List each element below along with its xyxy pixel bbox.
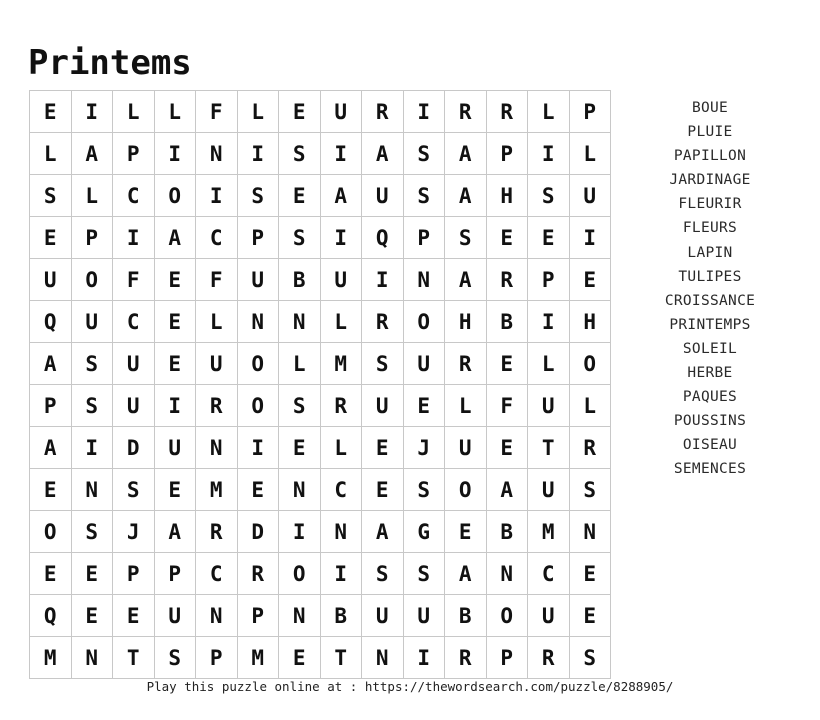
grid-cell[interactable]: O <box>237 343 279 385</box>
grid-cell[interactable]: E <box>569 259 611 301</box>
grid-cell[interactable]: E <box>154 343 196 385</box>
word-list-item[interactable]: FLEURS <box>682 220 738 237</box>
grid-cell[interactable]: I <box>320 133 362 175</box>
grid-cell[interactable]: N <box>279 595 321 637</box>
grid-cell[interactable]: I <box>362 259 404 301</box>
grid-cell[interactable]: P <box>113 553 155 595</box>
grid-cell[interactable]: J <box>113 511 155 553</box>
word-search-grid[interactable] <box>29 90 611 679</box>
grid-cell[interactable]: E <box>445 511 487 553</box>
word-list-item[interactable]: PRINTEMPS <box>669 316 751 333</box>
grid-cell[interactable]: U <box>403 595 445 637</box>
grid-cell[interactable]: Q <box>30 595 72 637</box>
grid-cell[interactable]: C <box>196 217 238 259</box>
grid-cell[interactable]: H <box>445 301 487 343</box>
grid-cell[interactable]: P <box>71 217 113 259</box>
grid-cell[interactable]: S <box>362 553 404 595</box>
grid-cell[interactable]: R <box>445 91 487 133</box>
letter-grid-body <box>30 91 611 679</box>
grid-cell[interactable]: N <box>196 595 238 637</box>
grid-cell[interactable]: L <box>569 385 611 427</box>
grid-cell[interactable]: S <box>30 175 72 217</box>
grid-row <box>30 343 611 385</box>
grid-cell[interactable]: U <box>30 259 72 301</box>
grid-cell[interactable]: P <box>486 133 528 175</box>
grid-cell[interactable]: A <box>154 511 196 553</box>
grid-cell[interactable]: M <box>237 637 279 679</box>
grid-cell[interactable]: A <box>362 511 404 553</box>
grid-cell[interactable]: A <box>154 217 196 259</box>
grid-cell[interactable]: L <box>528 91 570 133</box>
grid-cell[interactable]: P <box>237 595 279 637</box>
grid-cell[interactable]: M <box>528 511 570 553</box>
grid-cell[interactable]: U <box>362 385 404 427</box>
grid-cell[interactable]: A <box>445 259 487 301</box>
grid-cell[interactable]: I <box>113 217 155 259</box>
grid-cell[interactable]: E <box>30 469 72 511</box>
grid-cell[interactable]: N <box>196 427 238 469</box>
grid-row <box>30 175 611 217</box>
word-list-item[interactable]: PAPILLON <box>673 148 747 165</box>
grid-cell[interactable]: A <box>71 133 113 175</box>
grid-cell[interactable]: L <box>528 343 570 385</box>
grid-cell[interactable]: I <box>528 133 570 175</box>
grid-cell[interactable]: U <box>445 427 487 469</box>
grid-cell[interactable]: O <box>403 301 445 343</box>
grid-cell[interactable]: F <box>113 259 155 301</box>
grid-cell[interactable]: I <box>320 553 362 595</box>
word-list-item[interactable]: OISEAU <box>682 437 738 454</box>
grid-cell[interactable]: I <box>237 427 279 469</box>
grid-cell[interactable]: B <box>279 259 321 301</box>
grid-cell[interactable]: E <box>71 595 113 637</box>
grid-cell[interactable]: T <box>320 637 362 679</box>
grid-cell[interactable]: N <box>279 301 321 343</box>
grid-row <box>30 637 611 679</box>
grid-cell[interactable]: A <box>486 469 528 511</box>
word-list <box>630 96 790 482</box>
grid-cell[interactable]: R <box>320 385 362 427</box>
grid-cell[interactable]: E <box>279 175 321 217</box>
grid-cell[interactable]: B <box>486 301 528 343</box>
grid-cell[interactable]: U <box>154 427 196 469</box>
grid-cell[interactable]: S <box>279 133 321 175</box>
grid-cell[interactable]: I <box>237 133 279 175</box>
grid-cell[interactable]: L <box>279 343 321 385</box>
grid-cell[interactable]: E <box>154 301 196 343</box>
grid-row <box>30 385 611 427</box>
letter-grid[interactable] <box>29 90 611 679</box>
grid-cell[interactable]: N <box>486 553 528 595</box>
grid-cell[interactable]: L <box>569 133 611 175</box>
page-title: Printems <box>28 42 192 83</box>
grid-cell[interactable]: N <box>196 133 238 175</box>
grid-cell[interactable]: E <box>486 427 528 469</box>
grid-cell[interactable]: S <box>445 217 487 259</box>
grid-cell[interactable]: E <box>154 469 196 511</box>
grid-cell[interactable]: P <box>403 217 445 259</box>
grid-cell[interactable]: N <box>403 259 445 301</box>
word-list-item[interactable]: PAQUES <box>682 389 738 406</box>
footer-note: Play this puzzle online at : https://thewordsearch.com/puzzle/8288905/ <box>146 679 674 694</box>
grid-cell[interactable]: S <box>403 469 445 511</box>
grid-cell[interactable]: J <box>403 427 445 469</box>
word-list-item[interactable]: JARDINAGE <box>669 172 751 189</box>
grid-cell[interactable]: E <box>30 217 72 259</box>
grid-cell[interactable]: F <box>196 91 238 133</box>
grid-cell[interactable]: E <box>71 553 113 595</box>
grid-cell[interactable]: R <box>569 427 611 469</box>
grid-cell[interactable]: S <box>569 637 611 679</box>
grid-cell[interactable]: E <box>403 385 445 427</box>
grid-cell[interactable]: I <box>403 91 445 133</box>
grid-cell[interactable]: C <box>196 553 238 595</box>
grid-cell[interactable]: E <box>237 469 279 511</box>
grid-cell[interactable]: D <box>237 511 279 553</box>
grid-cell[interactable]: L <box>237 91 279 133</box>
grid-cell[interactable]: A <box>445 133 487 175</box>
grid-cell[interactable]: N <box>71 637 113 679</box>
grid-cell[interactable]: N <box>569 511 611 553</box>
grid-cell[interactable]: U <box>569 175 611 217</box>
grid-cell[interactable]: S <box>279 217 321 259</box>
grid-cell[interactable]: N <box>71 469 113 511</box>
grid-row <box>30 133 611 175</box>
grid-cell[interactable]: L <box>320 301 362 343</box>
grid-cell[interactable]: E <box>30 553 72 595</box>
grid-cell[interactable]: I <box>154 133 196 175</box>
grid-cell[interactable]: B <box>320 595 362 637</box>
grid-cell[interactable]: P <box>486 637 528 679</box>
grid-cell[interactable]: E <box>279 427 321 469</box>
grid-cell[interactable]: R <box>362 301 404 343</box>
word-list-item[interactable]: PLUIE <box>687 124 733 141</box>
grid-cell[interactable]: C <box>320 469 362 511</box>
grid-cell[interactable]: S <box>362 343 404 385</box>
grid-cell[interactable]: S <box>113 469 155 511</box>
grid-cell[interactable]: H <box>486 175 528 217</box>
grid-row <box>30 511 611 553</box>
grid-cell[interactable]: R <box>445 637 487 679</box>
grid-cell[interactable]: S <box>569 469 611 511</box>
word-list-item[interactable]: BOUE <box>691 100 729 116</box>
grid-cell[interactable]: S <box>237 175 279 217</box>
grid-cell[interactable]: I <box>279 511 321 553</box>
grid-cell[interactable]: U <box>362 175 404 217</box>
grid-cell[interactable]: P <box>113 133 155 175</box>
grid-cell[interactable]: U <box>237 259 279 301</box>
grid-cell[interactable]: O <box>30 511 72 553</box>
grid-cell[interactable]: O <box>154 175 196 217</box>
grid-row <box>30 259 611 301</box>
grid-cell[interactable]: R <box>445 343 487 385</box>
grid-cell[interactable]: P <box>154 553 196 595</box>
grid-cell[interactable]: U <box>528 469 570 511</box>
grid-cell[interactable]: O <box>279 553 321 595</box>
grid-cell[interactable]: S <box>154 637 196 679</box>
grid-cell[interactable]: A <box>362 133 404 175</box>
grid-cell[interactable]: U <box>403 343 445 385</box>
grid-row <box>30 217 611 259</box>
word-list-item[interactable]: FLEURIR <box>678 196 742 213</box>
grid-cell[interactable]: R <box>486 259 528 301</box>
grid-cell[interactable]: L <box>196 301 238 343</box>
grid-row <box>30 553 611 595</box>
grid-cell[interactable]: L <box>30 133 72 175</box>
grid-cell[interactable]: O <box>445 469 487 511</box>
grid-cell[interactable]: N <box>237 301 279 343</box>
grid-cell[interactable]: U <box>528 385 570 427</box>
word-list-item[interactable]: LAPIN <box>687 244 733 261</box>
grid-row <box>30 301 611 343</box>
grid-cell[interactable]: M <box>320 343 362 385</box>
grid-cell[interactable]: M <box>30 637 72 679</box>
grid-cell[interactable]: L <box>320 427 362 469</box>
grid-cell[interactable]: E <box>486 343 528 385</box>
grid-cell[interactable]: U <box>154 595 196 637</box>
grid-cell[interactable]: Q <box>30 301 72 343</box>
grid-cell[interactable]: D <box>113 427 155 469</box>
grid-cell[interactable]: E <box>279 91 321 133</box>
grid-cell[interactable]: I <box>196 175 238 217</box>
grid-cell[interactable]: I <box>569 217 611 259</box>
word-list-item[interactable]: SOLEIL <box>682 340 738 357</box>
grid-cell[interactable]: P <box>237 217 279 259</box>
grid-cell[interactable]: E <box>528 217 570 259</box>
grid-cell[interactable]: A <box>445 175 487 217</box>
word-list-item[interactable]: HERBE <box>687 365 733 382</box>
grid-cell[interactable]: E <box>279 637 321 679</box>
grid-cell[interactable]: O <box>486 595 528 637</box>
grid-cell[interactable]: S <box>71 385 113 427</box>
grid-cell[interactable]: S <box>403 175 445 217</box>
grid-cell[interactable]: L <box>445 385 487 427</box>
grid-cell[interactable]: E <box>569 595 611 637</box>
grid-cell[interactable]: I <box>320 217 362 259</box>
grid-cell[interactable]: M <box>196 469 238 511</box>
grid-cell[interactable]: U <box>320 259 362 301</box>
grid-cell[interactable]: Q <box>362 217 404 259</box>
grid-cell[interactable]: R <box>237 553 279 595</box>
grid-cell[interactable]: O <box>237 385 279 427</box>
grid-cell[interactable]: U <box>528 595 570 637</box>
grid-cell[interactable]: R <box>196 385 238 427</box>
grid-cell[interactable]: T <box>528 427 570 469</box>
grid-cell[interactable]: L <box>154 91 196 133</box>
grid-cell[interactable]: S <box>528 175 570 217</box>
grid-cell[interactable]: B <box>445 595 487 637</box>
grid-cell[interactable]: U <box>113 343 155 385</box>
grid-cell[interactable]: E <box>30 91 72 133</box>
word-list-item[interactable]: SEMENCES <box>673 461 747 478</box>
grid-cell[interactable]: C <box>113 175 155 217</box>
grid-cell[interactable]: E <box>362 427 404 469</box>
grid-cell[interactable]: I <box>528 301 570 343</box>
grid-cell[interactable]: P <box>528 259 570 301</box>
grid-cell[interactable]: U <box>362 595 404 637</box>
grid-cell[interactable]: E <box>113 595 155 637</box>
grid-cell[interactable]: F <box>486 385 528 427</box>
grid-cell[interactable]: O <box>71 259 113 301</box>
grid-cell[interactable]: P <box>569 91 611 133</box>
grid-cell[interactable]: I <box>403 637 445 679</box>
grid-cell[interactable]: A <box>320 175 362 217</box>
grid-cell[interactable]: I <box>71 427 113 469</box>
grid-cell[interactable]: U <box>71 301 113 343</box>
grid-row <box>30 595 611 637</box>
grid-cell[interactable]: L <box>71 175 113 217</box>
grid-cell[interactable]: N <box>279 469 321 511</box>
grid-cell[interactable]: S <box>279 385 321 427</box>
grid-cell[interactable]: C <box>528 553 570 595</box>
grid-cell[interactable]: R <box>528 637 570 679</box>
grid-cell[interactable]: E <box>486 217 528 259</box>
grid-cell[interactable]: I <box>154 385 196 427</box>
grid-cell[interactable]: N <box>362 637 404 679</box>
grid-cell[interactable]: E <box>569 553 611 595</box>
grid-cell[interactable]: S <box>71 343 113 385</box>
grid-cell[interactable]: P <box>196 637 238 679</box>
grid-cell[interactable]: B <box>486 511 528 553</box>
grid-cell[interactable]: F <box>196 259 238 301</box>
grid-cell[interactable]: H <box>569 301 611 343</box>
word-list-item[interactable]: TULIPES <box>678 268 742 285</box>
grid-cell[interactable]: S <box>403 133 445 175</box>
grid-cell[interactable]: A <box>445 553 487 595</box>
grid-cell[interactable]: S <box>403 553 445 595</box>
grid-cell[interactable]: U <box>113 385 155 427</box>
grid-cell[interactable]: R <box>196 511 238 553</box>
grid-cell[interactable]: E <box>362 469 404 511</box>
grid-cell[interactable]: A <box>30 343 72 385</box>
grid-cell[interactable]: T <box>113 637 155 679</box>
grid-cell[interactable]: U <box>320 91 362 133</box>
word-list-item[interactable]: POUSSINS <box>673 413 747 430</box>
grid-cell[interactable]: O <box>569 343 611 385</box>
grid-cell[interactable]: P <box>30 385 72 427</box>
word-list-item[interactable]: CROISSANCE <box>664 292 756 309</box>
grid-row <box>30 469 611 511</box>
grid-cell[interactable]: R <box>486 91 528 133</box>
grid-cell[interactable]: S <box>71 511 113 553</box>
grid-row <box>30 91 611 133</box>
grid-cell[interactable]: A <box>30 427 72 469</box>
grid-cell[interactable]: C <box>113 301 155 343</box>
grid-cell[interactable]: N <box>320 511 362 553</box>
grid-cell[interactable]: U <box>196 343 238 385</box>
grid-cell[interactable]: G <box>403 511 445 553</box>
grid-cell[interactable]: I <box>71 91 113 133</box>
grid-cell[interactable]: R <box>362 91 404 133</box>
grid-row <box>30 427 611 469</box>
grid-cell[interactable]: E <box>154 259 196 301</box>
grid-cell[interactable]: L <box>113 91 155 133</box>
